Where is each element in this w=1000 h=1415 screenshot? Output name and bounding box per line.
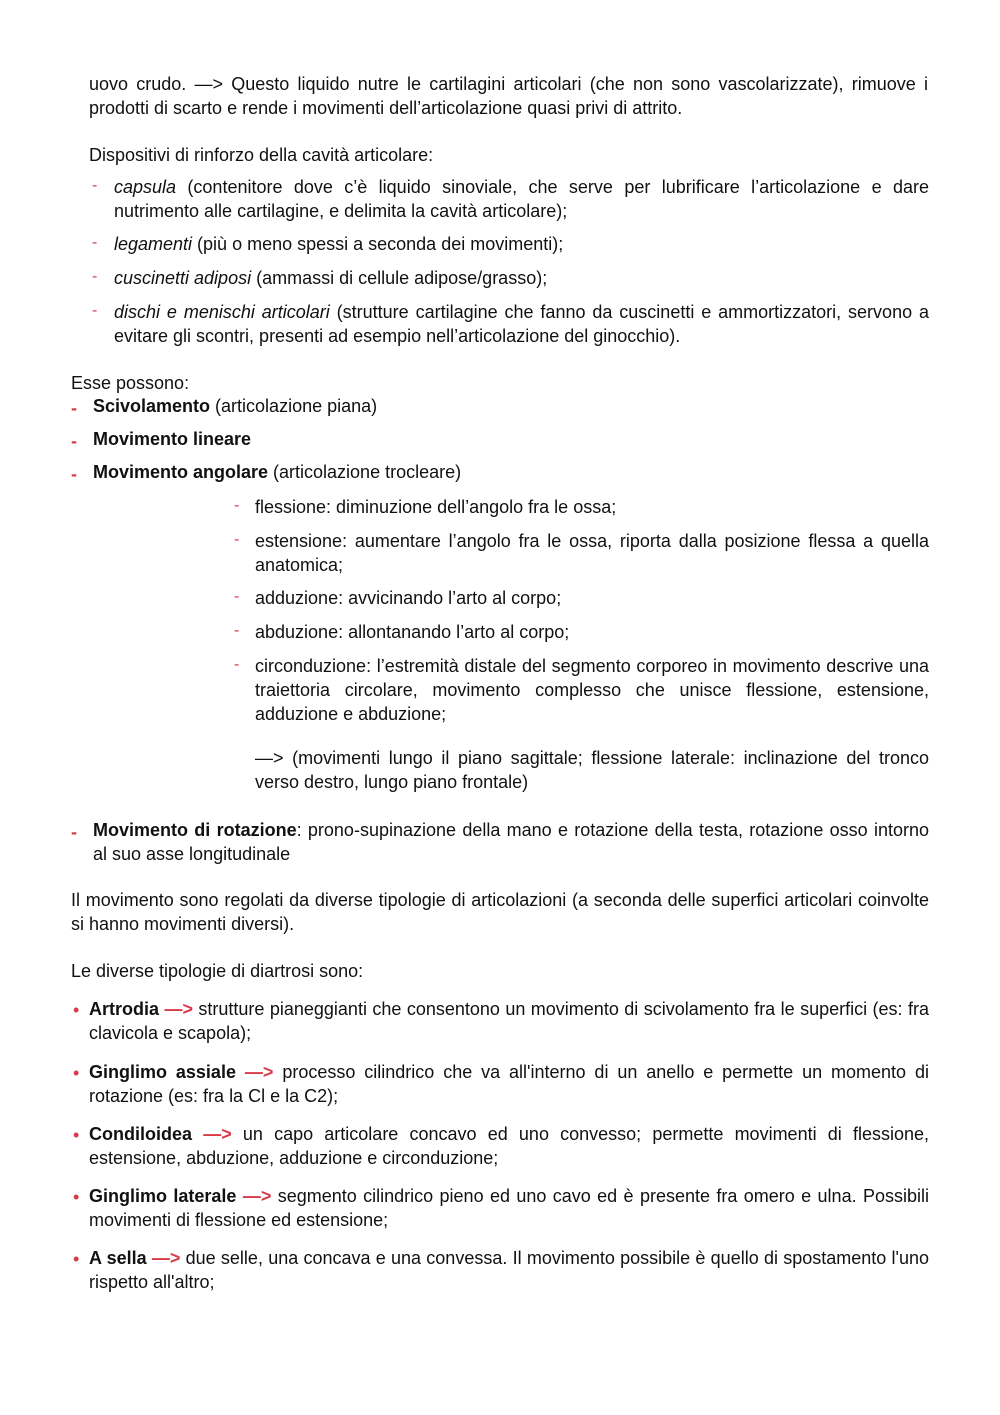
diartrosi-item: Ginglimo laterale —> segmento cilindrico pieno ed uno cavo ed è presente fra omero e ulna. Possibili movimenti di flessione ed estensione; [89, 1186, 929, 1230]
dash-bullet: - [71, 398, 77, 418]
reinforce-item: legamenti (più o meno spessi a seconda dei movimenti); [114, 234, 564, 254]
diartrosi-item: Artrodia —> strutture pianeggianti che consentono un movimento di scivolamento fra le superfici (es: fra clavicola e scapola); [89, 999, 929, 1043]
reinforce-heading: Dispositivi di rinforzo della cavità articolare: [89, 145, 434, 165]
intro-paragraph: uovo crudo. —> Questo liquido nutre le cartilagini articolari (che non sono vascolarizzate), rimuove i prodotti di scarto e rende i movimenti dell’articolazione quasi privi di attrito. [89, 74, 928, 118]
dash-bullet: - [234, 622, 240, 639]
diartrosi-heading: Le diverse tipologie di diartrosi sono: [71, 961, 364, 981]
regulation-paragraph: Il movimento sono regolati da diverse tipologie di articolazioni (a seconda delle superfici articolari coinvolte si hanno movimenti diversi). [71, 890, 929, 934]
diartrosi-item: Ginglimo assiale —> processo cilindrico che va all'interno di un anello e permette un momento di rotazione (es: fra la Cl e la C2); [89, 1062, 929, 1106]
movement-item: Movimento di rotazione: prono-supinazione della mano e rotazione della testa, rotazione osso intorno al suo asse longitudinale [93, 820, 929, 864]
angular-item: adduzione: avvicinando l’arto al corpo; [255, 588, 562, 608]
dash-bullet: - [71, 464, 77, 484]
reinforce-item: capsula (contenitore dove c’è liquido sinoviale, che serve per lubrificare l’articolazione e dare nutrimento alle cartilagine, e delimita la cavità articolare); [114, 177, 929, 221]
angular-item: abduzione: allontanando l’arto al corpo; [255, 622, 570, 642]
bullet-dot: • [73, 1063, 80, 1083]
angular-item: flessione: diminuzione dell’angolo fra le ossa; [255, 497, 617, 517]
angular-note: —> (movimenti lungo il piano sagittale; flessione laterale: inclinazione del tronco verso destro, lungo piano frontale) [255, 748, 929, 792]
movement-item: Movimento angolare (articolazione trocleare) [93, 462, 462, 482]
reinforce-item: cuscinetti adiposi (ammassi di cellule adipose/grasso); [114, 268, 548, 288]
dash-bullet: - [92, 302, 98, 319]
diartrosi-item: A sella —> due selle, una concava e una convessa. Il movimento possibile è quello di spostamento l'uno rispetto all'altro; [89, 1248, 929, 1292]
dash-bullet: - [92, 177, 98, 194]
dash-bullet: - [92, 234, 98, 251]
dash-bullet: - [92, 268, 98, 285]
diartrosi-item: Condiloidea —> un capo articolare concavo ed uno convesso; permette movimenti di flessione, estensione, abduzione, adduzione e circonduzione; [89, 1124, 929, 1168]
dash-bullet: - [234, 588, 240, 605]
movements-heading: Esse possono: [71, 373, 190, 393]
dash-bullet: - [234, 531, 240, 548]
movement-item: Movimento lineare [93, 429, 252, 449]
bullet-dot: • [73, 1187, 80, 1207]
bullet-dot: • [73, 1249, 80, 1269]
reinforce-item: dischi e menischi articolari (strutture cartilagine che fanno da cuscinetti e ammortizzatori, servono a evitare gli scontri, presenti ad esempio nell’articolazione del ginocchio). [114, 302, 929, 346]
angular-item: circonduzione: l’estremità distale del segmento corporeo in movimento descrive una traiettoria circolare, movimento complesso che unisce flessione, estensione, adduzione e abduzione; [255, 656, 929, 724]
bullet-dot: • [73, 1000, 80, 1020]
bullet-dot: • [73, 1125, 80, 1145]
angular-item: estensione: aumentare l’angolo fra le ossa, riporta dalla posizione flessa a quella anatomica; [255, 531, 929, 575]
dash-bullet: - [71, 431, 77, 451]
dash-bullet: - [234, 497, 240, 514]
movement-item: Scivolamento (articolazione piana) [93, 396, 378, 416]
dash-bullet: - [234, 656, 240, 673]
dash-bullet: - [71, 822, 77, 842]
